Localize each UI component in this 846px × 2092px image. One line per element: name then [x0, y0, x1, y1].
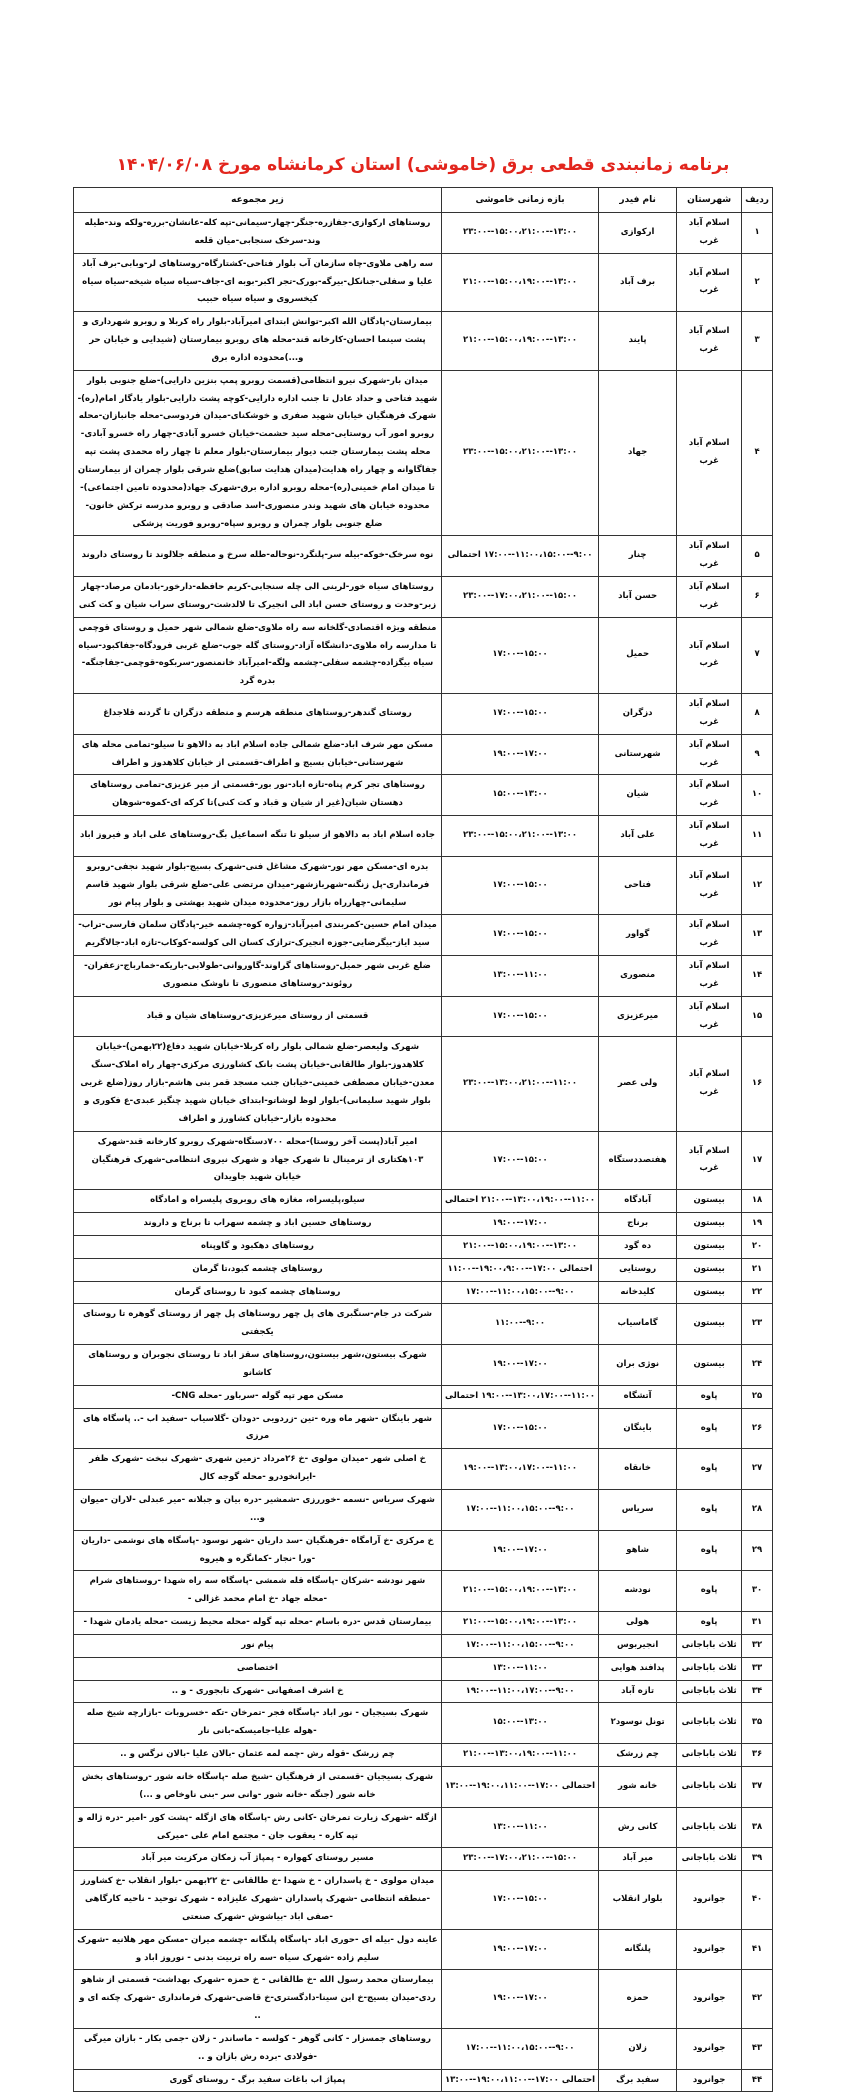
time-cell: ۱۷:۰۰--۱۹:۰۰ — [441, 1929, 598, 1970]
table-row — [74, 1929, 773, 1970]
feeder-cell: منصوری — [599, 956, 677, 997]
county-cell: ثلاث باباجانی — [677, 1744, 742, 1767]
feeder-cell: میر آباد — [599, 1848, 677, 1871]
areas-cell: خ مرکزی -خ آرامگاه -فرهنگیان -سد داریان -شهر نوسود -پاسگاه های نوشمی -داریان -ورا -نجار -کمانگره و هیروه — [74, 1530, 442, 1571]
areas-cell: سه راهی ملاوی-چاه سازمان آب بلوار فتاحی-کشتارگاه-روستاهای لر-وبابی-برف آباد علیا و سفلی-جنانکل-بیرگه-بورک-تجر اکبر-بوبه ای-جاف-سیاه سیاه شیخه-سیاه سیاه کیخسروی و سیاه سیاه حبیب — [74, 253, 442, 312]
feeder-cell: روستایی — [599, 1258, 677, 1281]
table-row — [74, 1634, 773, 1657]
feeder-cell: شاهو — [599, 1530, 677, 1571]
row-number-cell: ۴۲ — [742, 1970, 773, 2029]
county-cell: اسلام آباد غرب — [677, 536, 742, 577]
table-row — [74, 1612, 773, 1635]
table-row — [74, 996, 773, 1037]
row-number-cell: ۳۱ — [742, 1612, 773, 1635]
areas-cell: روستاهای چشمه کبود تا روستای گرمان — [74, 1281, 442, 1304]
county-cell: اسلام آباد غرب — [677, 213, 742, 254]
time-cell: ۱۱:۰۰--۱۳:۰۰،۱۷:۰۰--۱۹:۰۰ احتمالی — [441, 1385, 598, 1408]
header-row-number: ردیف — [742, 188, 773, 213]
row-number-cell: ۲۶ — [742, 1408, 773, 1449]
county-cell: جوانرود — [677, 2069, 742, 2092]
areas-cell: میدان امام حسین-کمربندی امیرآباد-زواره کوه-چشمه خیر-پادگان سلمان فارسی-تراب-سید ایاز-بیگرضایی-جوزه انجیرک-ترازک کسان الی کولسه-کوکاب-تازه اباد-جالاگریم — [74, 915, 442, 956]
county-cell: ثلاث باباجانی — [677, 1703, 742, 1744]
feeder-cell: باینگان — [599, 1408, 677, 1449]
table-row — [74, 1571, 773, 1612]
feeder-cell: گاماسیاب — [599, 1304, 677, 1345]
feeder-cell: کلیدخانه — [599, 1281, 677, 1304]
row-number-cell: ۱۱ — [742, 816, 773, 857]
county-cell: جوانرود — [677, 1929, 742, 1970]
feeder-cell: شهرستانی — [599, 734, 677, 775]
county-cell: اسلام آباد غرب — [677, 694, 742, 735]
time-cell: ۱۷:۰۰--۱۹:۰۰ — [441, 734, 598, 775]
time-cell: ۱۳:۰۰--۱۵:۰۰ — [441, 775, 598, 816]
time-cell: ۱۵:۰۰--۱۷:۰۰ — [441, 617, 598, 693]
table-row — [74, 775, 773, 816]
county-cell: اسلام آباد غرب — [677, 1131, 742, 1190]
areas-cell: مسیر روستای کهواره - پمپاژ آب زمکان مرکزیت میر آباد — [74, 1848, 442, 1871]
areas-cell: شهرک ولیعصر-ضلع شمالی بلوار راه کربلا-خیابان شهید دفاع(۲۲بهمن)-خیابان کلاهدوز-بلوار طالقانی-خیابان پشت بانک کشاورزی مرکزی-چهار راه املاک-سنگ معدن-خیابان مصطفی خمینی-خیابان جنب مسجد قمر بنی هاشم-بازار روز(ضلع غربی بلوار شهید سلیمانی)-بلوار لوظ لوشاتو-ابتدای خیابان شهید چنگیز عبدی-ع فکوری و محدوده بازار-خیابان کشاورز و اطراف — [74, 1037, 442, 1131]
table-row — [74, 2028, 773, 2069]
row-number-cell: ۲ — [742, 253, 773, 312]
areas-cell: پمپاژ اب باغات سفید برگ - روستای گوری — [74, 2069, 442, 2092]
table-row — [74, 370, 773, 536]
time-cell: ۱۵:۰۰--۱۷:۰۰،۲۱:۰۰--۲۳:۰۰ — [441, 577, 598, 618]
feeder-cell: هفتصددستگاه — [599, 1131, 677, 1190]
row-number-cell: ۴۱ — [742, 1929, 773, 1970]
table-row — [74, 1235, 773, 1258]
county-cell: اسلام آباد غرب — [677, 734, 742, 775]
table-row — [74, 856, 773, 915]
table-row — [74, 536, 773, 577]
table-row — [74, 1258, 773, 1281]
table-row — [74, 1408, 773, 1449]
county-cell: اسلام آباد غرب — [677, 775, 742, 816]
county-cell: ثلاث باباجانی — [677, 1657, 742, 1680]
areas-cell: سیلو،پلیسراه، مغازه های روبروی پلیسراه و امادگاه — [74, 1190, 442, 1213]
feeder-cell: جهاد — [599, 370, 677, 536]
table-row — [74, 1744, 773, 1767]
row-number-cell: ۳ — [742, 312, 773, 371]
row-number-cell: ۱۹ — [742, 1213, 773, 1236]
table-row — [74, 1807, 773, 1848]
table-row — [74, 1848, 773, 1871]
county-cell: اسلام آباد غرب — [677, 370, 742, 536]
county-cell: بیستون — [677, 1235, 742, 1258]
time-cell: ۱۵:۰۰--۱۷:۰۰ — [441, 915, 598, 956]
feeder-cell: نوژی بران — [599, 1345, 677, 1386]
areas-cell: روستاهای تجر کرم پناه-تازه اباد-نور بور-قسمتی از میر عزیزی-تمامی روستاهای دهستان شیان(غیر از شیان و قباد و کت کنی)تا کرکه ای-کموه-شوهان — [74, 775, 442, 816]
time-cell: ۱۳:۰۰--۱۵:۰۰،۱۹:۰۰--۲۱:۰۰ — [441, 1612, 598, 1635]
areas-cell: بدره ای-مسکن مهر نور-شهرک مشاغل فنی-شهرک بسیج-بلوار شهید نجفی-روبرو فرمانداری-پل زنگنه-شهربازشهر-میدان مرتضی علی-ضلع شرقی بلوار شهید قاسم سلیمانی-چهارراه بازار روز-محدوده میدان شهید بهشتی و بلوار پیام نور — [74, 856, 442, 915]
feeder-cell: ده گود — [599, 1235, 677, 1258]
county-cell: بیستون — [677, 1190, 742, 1213]
time-cell: ۱۵:۰۰--۱۷:۰۰ — [441, 996, 598, 1037]
row-number-cell: ۳۰ — [742, 1571, 773, 1612]
areas-cell: بیمارستان قدس -دره باسام -محله تپه گوله -محله محیط زیست -محله یادمان شهدا - — [74, 1612, 442, 1635]
row-number-cell: ۳۸ — [742, 1807, 773, 1848]
time-cell: ۱۵:۰۰--۱۷:۰۰ — [441, 1131, 598, 1190]
feeder-cell: ولی عصر — [599, 1037, 677, 1131]
time-cell: ۱۷:۰۰--۱۹:۰۰ — [441, 1530, 598, 1571]
table-row — [74, 1530, 773, 1571]
areas-cell: پیام نور — [74, 1634, 442, 1657]
time-cell: احتمالی ۱۷:۰۰--۱۹:۰۰،۹:۰۰--۱۱:۰۰ — [441, 1258, 598, 1281]
feeder-cell: خانقاه — [599, 1449, 677, 1490]
table-row — [74, 1345, 773, 1386]
county-cell: اسلام آباد غرب — [677, 617, 742, 693]
table-row — [74, 1680, 773, 1703]
feeder-cell: دزگران — [599, 694, 677, 735]
county-cell: اسلام آباد غرب — [677, 956, 742, 997]
table-row — [74, 694, 773, 735]
county-cell: ثلاث باباجانی — [677, 1680, 742, 1703]
areas-cell: روستاهای جمسزار - کانی گوهر - کولسه - ماساندر - زلان -جمی بکار - بازان میرگی -فولادی -برده رش بازان و .. — [74, 2028, 442, 2069]
row-number-cell: ۳۵ — [742, 1703, 773, 1744]
areas-cell: روستاهای حسین اباد و چشمه سهراب تا برناج و داروند — [74, 1213, 442, 1236]
time-cell: ۱۱:۰۰--۱۳:۰۰ — [441, 1657, 598, 1680]
areas-cell: منطقه ویژه اقتصادی-گلخانه سه راه ملاوی-ضلع شمالی شهر حمیل و روستای قوچمی تا مدارسه راه ملاوی-دانشگاه آزاد-روستای گله جوب-ضلع غربی فرودگاه-جفاکبود-سیاه سیاه بیگزاده-چشمه سفلی-چشمه ولگه-امیرآباد خانمنصور-سربکوه-قوچمی-جفاجنگه-بدره گرد — [74, 617, 442, 693]
county-cell: ثلاث باباجانی — [677, 1634, 742, 1657]
table-row — [74, 1213, 773, 1236]
county-cell: اسلام آباد غرب — [677, 253, 742, 312]
areas-cell: خ اشرف اصفهانی -شهرک تابجوری - و .. — [74, 1680, 442, 1703]
feeder-cell: سفید برگ — [599, 2069, 677, 2092]
row-number-cell: ۱۶ — [742, 1037, 773, 1131]
time-cell: ۱۱:۰۰--۱۳:۰۰،۲۱:۰۰--۲۳:۰۰ — [441, 1037, 598, 1131]
table-row — [74, 734, 773, 775]
row-number-cell: ۳۷ — [742, 1766, 773, 1807]
feeder-cell: فتاحی — [599, 856, 677, 915]
row-number-cell: ۲۹ — [742, 1530, 773, 1571]
areas-cell: ازگله -شهرک زیارت تمرخان -کانی رش -پاسگاه های ازگله -پشت کور -امیر -دره ژاله و تپه کاره - یعقوب جان - مجتمع امام علی -میرکی — [74, 1807, 442, 1848]
table-row — [74, 1385, 773, 1408]
time-cell: ۹:۰۰--۱۱:۰۰،۱۵:۰۰--۱۷:۰۰ — [441, 1490, 598, 1531]
header-areas: زیر مجموعه — [74, 188, 442, 213]
table-row — [74, 1766, 773, 1807]
feeder-cell: بلوار انقلاب — [599, 1871, 677, 1930]
row-number-cell: ۴۴ — [742, 2069, 773, 2092]
table-row — [74, 1970, 773, 2029]
feeder-cell: گواور — [599, 915, 677, 956]
table-row — [74, 617, 773, 693]
feeder-cell: سریاس — [599, 1490, 677, 1531]
time-cell: ۱۵:۰۰--۱۷:۰۰،۲۱:۰۰--۲۳:۰۰ — [441, 1848, 598, 1871]
areas-cell: شهرک بیستون،شهر بیستون،روستاهای سقز اباد تا روستای نجوبران و روستاهای کاشانو — [74, 1345, 442, 1386]
feeder-cell: تازه آباد — [599, 1680, 677, 1703]
table-row — [74, 253, 773, 312]
areas-cell: روستاهای دهکبود و گاوپناه — [74, 1235, 442, 1258]
page-title: برنامه زمانبندی قطعی برق (خاموشی) استان کرمانشاه مورخ ۱۴۰۴/۰۶/۰۸ — [116, 155, 730, 175]
areas-cell: روستاهای ارکوازی-جفازره-جنگر-چهار-سیمانی-تپه کله-عانشان-برره-ولکه وند-طیله وند-سرخک سنجابی-میان قلعه — [74, 213, 442, 254]
feeder-cell: پلنگانه — [599, 1929, 677, 1970]
header-feeder: نام فیدر — [599, 188, 677, 213]
feeder-cell: چنار — [599, 536, 677, 577]
time-cell: ۱۵:۰۰--۱۷:۰۰ — [441, 694, 598, 735]
row-number-cell: ۳۴ — [742, 1680, 773, 1703]
time-cell: ۱۷:۰۰--۱۹:۰۰ — [441, 1345, 598, 1386]
areas-cell: عاینه دول -بیله ای -حوری اباد -پاسگاه پلنگانه -چشمه میران -مسکن مهر هلانیه -شهرک سلیم زاده -شهرک سیاه -سه راه تربیت بدنی - نوروز اباد و — [74, 1929, 442, 1970]
time-cell: ۱۳:۰۰--۱۵:۰۰،۱۹:۰۰--۲۱:۰۰ — [441, 1571, 598, 1612]
feeder-cell: خانه شور — [599, 1766, 677, 1807]
feeder-cell: پایند — [599, 312, 677, 371]
table-row — [74, 1703, 773, 1744]
county-cell: اسلام آباد غرب — [677, 1037, 742, 1131]
time-cell: ۹:۰۰--۱۱:۰۰ — [441, 1304, 598, 1345]
areas-cell: شهر نودشه -شرکان -پاسگاه قله شمشی -پاسگاه سه راه شهدا -روستاهای شرام -محله جهاد -خ امام محمد غزالی - — [74, 1571, 442, 1612]
areas-cell: شرکت در جام-سنگبری های پل چهر روستاهای پل چهر از روستای گوهره تا روستای یکجفتی — [74, 1304, 442, 1345]
row-number-cell: ۴۳ — [742, 2028, 773, 2069]
county-cell: پاوه — [677, 1408, 742, 1449]
county-cell: بیستون — [677, 1345, 742, 1386]
time-cell: احتمالی ۱۷:۰۰--۱۹:۰۰،۱۱:۰۰--۱۳:۰۰ — [441, 2069, 598, 2092]
feeder-cell: میرعزیزی — [599, 996, 677, 1037]
row-number-cell: ۱۷ — [742, 1131, 773, 1190]
county-cell: اسلام آباد غرب — [677, 816, 742, 857]
areas-cell: میدان مولوی - خ پاسداران - خ شهدا -خ طالقانی -خ ۲۲بهمن -بلوار انقلاب -خ کشاورز -منطقه انتظامی -شهرک پاسداران -شهرک علیزاده - شهرک توحید - ناحیه کارگاهی -صفی اباد -بیاشوش -شهرک صنعتی — [74, 1871, 442, 1930]
time-cell: ۹:۰۰--۱۱:۰۰،۱۵:۰۰--۱۷:۰۰ — [441, 1281, 598, 1304]
time-cell: ۱۱:۰۰--۱۳:۰۰ — [441, 956, 598, 997]
areas-cell: قسمتی از روستای میرعزیزی-روستاهای شیان و قباد — [74, 996, 442, 1037]
row-number-cell: ۷ — [742, 617, 773, 693]
feeder-cell: حمیل — [599, 617, 677, 693]
county-cell: بیستون — [677, 1258, 742, 1281]
row-number-cell: ۲۷ — [742, 1449, 773, 1490]
row-number-cell: ۱ — [742, 213, 773, 254]
row-number-cell: ۱۸ — [742, 1190, 773, 1213]
county-cell: بیستون — [677, 1304, 742, 1345]
table-row — [74, 1490, 773, 1531]
row-number-cell: ۱۰ — [742, 775, 773, 816]
time-cell: ۱۳:۰۰--۱۵:۰۰ — [441, 1703, 598, 1744]
table-row — [74, 577, 773, 618]
county-cell: جوانرود — [677, 1871, 742, 1930]
county-cell: پاوه — [677, 1571, 742, 1612]
time-cell: ۱۷:۰۰--۱۹:۰۰ — [441, 1213, 598, 1236]
areas-cell: ضلع غربی شهر حمیل-روستاهای گراوند-گاوروانی-طولابی-باریکه-خمارباج-زعفران-روئوند-روستاهای منصوری تا ناوشک منصوری — [74, 956, 442, 997]
county-cell: جوانرود — [677, 2028, 742, 2069]
areas-cell: نوه سرخک-خوکه-بیله سر-پلنگرد-نوحاله-طله سرخ و منطقه جلالوند تا روستای داروند — [74, 536, 442, 577]
row-number-cell: ۲۲ — [742, 1281, 773, 1304]
row-number-cell: ۱۳ — [742, 915, 773, 956]
feeder-cell: هولی — [599, 1612, 677, 1635]
table-row — [74, 213, 773, 254]
areas-cell: بیمارستان-پادگان الله اکبر-توانش ابتدای امیرآباد-بلوار راه کربلا و روبرو شهرداری و پشت سینما احسان-کارخانه قند-محله های روبرو بیمارستان (شیدایی و خیابان حر و...)محدوده اداره برق — [74, 312, 442, 371]
table-row — [74, 1190, 773, 1213]
county-cell: اسلام آباد غرب — [677, 856, 742, 915]
time-cell: ۱۳:۰۰--۱۵:۰۰،۲۱:۰۰--۲۳:۰۰ — [441, 816, 598, 857]
county-cell: اسلام آباد غرب — [677, 996, 742, 1037]
time-cell: ۱۳:۰۰--۱۵:۰۰،۲۱:۰۰--۲۳:۰۰ — [441, 213, 598, 254]
table-row — [74, 816, 773, 857]
time-cell: ۱۱:۰۰--۱۳:۰۰،۱۹:۰۰--۲۱:۰۰ احتمالی — [441, 1190, 598, 1213]
table-row — [74, 2069, 773, 2092]
row-number-cell: ۲۸ — [742, 1490, 773, 1531]
county-cell: اسلام آباد غرب — [677, 915, 742, 956]
row-number-cell: ۸ — [742, 694, 773, 735]
row-number-cell: ۱۴ — [742, 956, 773, 997]
feeder-cell: برناج — [599, 1213, 677, 1236]
table-row — [74, 1131, 773, 1190]
time-cell: ۱۱:۰۰--۱۳:۰۰،۱۷:۰۰--۱۹:۰۰ — [441, 1449, 598, 1490]
county-cell: ثلاث باباجانی — [677, 1848, 742, 1871]
header-row — [74, 188, 773, 213]
feeder-cell: پدافند هوایی — [599, 1657, 677, 1680]
areas-cell: روستاهای چشمه کبود،تا گرمان — [74, 1258, 442, 1281]
time-cell: ۱۵:۰۰--۱۷:۰۰ — [441, 1871, 598, 1930]
feeder-cell: زلان — [599, 2028, 677, 2069]
outage-schedule-table — [73, 187, 773, 2092]
table-body — [74, 213, 773, 2092]
feeder-cell: شیان — [599, 775, 677, 816]
feeder-cell: آتشگاه — [599, 1385, 677, 1408]
time-cell: ۱۳:۰۰--۱۵:۰۰،۲۱:۰۰--۲۳:۰۰ — [441, 370, 598, 536]
county-cell: ثلاث باباجانی — [677, 1766, 742, 1807]
row-number-cell: ۳۳ — [742, 1657, 773, 1680]
table-header — [74, 188, 773, 213]
areas-cell: شهر باینگان -شهر ماه وره -تین -زردویی -دودان -گلاسیاب -سفید اب -.. پاسگاه های مرزی — [74, 1408, 442, 1449]
time-cell: ۱۳:۰۰--۱۵:۰۰،۱۹:۰۰--۲۱:۰۰ — [441, 1235, 598, 1258]
row-number-cell: ۲۳ — [742, 1304, 773, 1345]
areas-cell: شهرک بسیجیان - نور اباد -پاسگاه فجر -تمرخان -تکه -خسروبات -بازارچه شیخ صله -هوله علیا-جامیسکه-بانی نار — [74, 1703, 442, 1744]
feeder-cell: چم زرشک — [599, 1744, 677, 1767]
time-cell: ۱۳:۰۰--۱۵:۰۰،۱۹:۰۰--۲۱:۰۰ — [441, 312, 598, 371]
row-number-cell: ۱۲ — [742, 856, 773, 915]
county-cell: پاوه — [677, 1530, 742, 1571]
feeder-cell: نودشه — [599, 1571, 677, 1612]
feeder-cell: ارکوازی — [599, 213, 677, 254]
feeder-cell: آبادگاه — [599, 1190, 677, 1213]
time-cell: ۹:۰۰--۱۱:۰۰،۱۵:۰۰--۱۷:۰۰ — [441, 1634, 598, 1657]
row-number-cell: ۲۰ — [742, 1235, 773, 1258]
areas-cell: شهرک سریاس -نسمه -خوررزی -شمشیر -دره بیان و جبلانه -میر عبدلی -لاران -میوان و... — [74, 1490, 442, 1531]
table-row — [74, 1304, 773, 1345]
table-row — [74, 1657, 773, 1680]
feeder-cell: حمزه — [599, 1970, 677, 2029]
areas-cell: مسکن مهر شرف اباد-ضلع شمالی جاده اسلام اباد به دالاهو تا سیلو-تمامی محله های شهرستانی-خیابان بسیج و اطراف-قسمتی از خیابان کلاهدوز و اطراف — [74, 734, 442, 775]
feeder-cell: کانی رش — [599, 1807, 677, 1848]
time-cell: ۱۵:۰۰--۱۷:۰۰ — [441, 1408, 598, 1449]
time-cell: ۹:۰۰--۱۱:۰۰،۱۷:۰۰--۱۹:۰۰ — [441, 1680, 598, 1703]
areas-cell: بیمارستان محمد رسول الله -خ طالقانی - خ حمزه -شهرک بهداشت- قسمتی از شاهو ردی-میدان بسیج-خ ابن سینا-دادگستری-خ قاضی-شهرک فرمانداری -شهرک چکنه ای و .. — [74, 1970, 442, 2029]
row-number-cell: ۹ — [742, 734, 773, 775]
time-cell: ۱۳:۰۰--۱۵:۰۰،۱۹:۰۰--۲۱:۰۰ — [441, 253, 598, 312]
row-number-cell: ۲۵ — [742, 1385, 773, 1408]
areas-cell: میدان بار-شهرک نیرو انتظامی(قسمت روبرو پمپ بنزین دارایی)-ضلع جنوبی بلوار شهید فتاحی و حداد عادل تا جنب اداره دارایی-کوچه پشت دارایی-بلوار یادگار امام(ره)-شهرک فرهنگیان خیابان شهید صفری و خوشکنای-میدان فردوسی-محله جانبازان-محله روبرو امور آب روستایی-محله سید حشمت-خیابان خسرو آبادی-چهار راه خسرو آبادی-محله پشت بیمارستان جنب دیوار بیمارستان-بلوار معلم تا چهار راه محمدی پشت تپه جفاگاوانه و چهار راه هدایت(میدان هدایت سابق)ضلع شرقی بلوار چمران از بیمارستان تا میدان امام خمینی(ره)-محله روبرو اداره برق-شهرک جهاد(محدوده تامین اجتماعی)-محدوده خیابان های شهید وندر منصوری-اسد صادقی و روبرو مدرسه ترکش خانون-ضلع جنوبی بلوار چمران و روبرو سپاه-روبرو فوریت پزشکی — [74, 370, 442, 536]
feeder-cell: تونل نوسود۲ — [599, 1703, 677, 1744]
areas-cell: چم زرشک -قوله رش -چمه لمه عثمان -بالان علیا -بالان نرگس و .. — [74, 1744, 442, 1767]
county-cell: پاوه — [677, 1490, 742, 1531]
header-county: شهرستان — [677, 188, 742, 213]
feeder-cell: برف آباد — [599, 253, 677, 312]
table-row — [74, 915, 773, 956]
table-row — [74, 1449, 773, 1490]
time-cell: ۹:۰۰--۱۱:۰۰،۱۵:۰۰--۱۷:۰۰ — [441, 2028, 598, 2069]
row-number-cell: ۴۰ — [742, 1871, 773, 1930]
table-row — [74, 956, 773, 997]
table-row — [74, 1037, 773, 1131]
time-cell: ۱۱:۰۰--۱۳:۰۰ — [441, 1807, 598, 1848]
row-number-cell: ۴ — [742, 370, 773, 536]
row-number-cell: ۱۵ — [742, 996, 773, 1037]
areas-cell: خ اصلی شهر -میدان مولوی -خ ۲۶مرداد -زمین شهری -شهرک نبخت -شهرک ظفر -ایرانخودرو -محله گوجه کال — [74, 1449, 442, 1490]
areas-cell: شهرک بسیجیان -قسمتی از فرهنگیان -شیخ صله -پاسگاه خانه شور -روستاهای بخش خانه شور (جنگه -خانه شور -وانی سر -بنی ناوخاص و ...) — [74, 1766, 442, 1807]
county-cell: پاوه — [677, 1449, 742, 1490]
county-cell: ثلاث باباجانی — [677, 1807, 742, 1848]
row-number-cell: ۳۶ — [742, 1744, 773, 1767]
county-cell: پاوه — [677, 1612, 742, 1635]
row-number-cell: ۵ — [742, 536, 773, 577]
areas-cell: مسکن مهر تپه گوله -سرباور -محله CNG- — [74, 1385, 442, 1408]
row-number-cell: ۳۹ — [742, 1848, 773, 1871]
time-cell: ۹:۰۰--۱۱:۰۰،۱۵:۰۰--۱۷:۰۰ احتمالی — [441, 536, 598, 577]
time-cell: احتمالی ۱۷:۰۰--۱۹:۰۰،۱۱:۰۰--۱۳:۰۰ — [441, 1766, 598, 1807]
county-cell: بیستون — [677, 1281, 742, 1304]
row-number-cell: ۲۱ — [742, 1258, 773, 1281]
areas-cell: جاده اسلام اباد به دالاهو از سیلو تا تنگه اسماعیل بگ-روستاهای علی اباد و فیروز اباد — [74, 816, 442, 857]
row-number-cell: ۶ — [742, 577, 773, 618]
feeder-cell: انجیربوس — [599, 1634, 677, 1657]
county-cell: جوانرود — [677, 1970, 742, 2029]
time-cell: ۱۱:۰۰--۱۳:۰۰،۱۹:۰۰--۲۱:۰۰ — [441, 1744, 598, 1767]
county-cell: اسلام آباد غرب — [677, 577, 742, 618]
county-cell: اسلام آباد غرب — [677, 312, 742, 371]
feeder-cell: حسن آباد — [599, 577, 677, 618]
areas-cell: اختصاصی — [74, 1657, 442, 1680]
county-cell: پاوه — [677, 1385, 742, 1408]
county-cell: بیستون — [677, 1213, 742, 1236]
areas-cell: روستاهای سیاه خور-لرینی الی چله سنجابی-کریم حافظه-دارخور-بادمان مرصاد-چهار زبر-وحدت و روستای حسن اباد الی انجیرک تا لالدشت-روستای سراب شیان و کت کنی — [74, 577, 442, 618]
areas-cell: روستای گندهر-روستاهای منطقه هرسم و منطقه دزگران تا گردنه قلاجداغ — [74, 694, 442, 735]
row-number-cell: ۳۲ — [742, 1634, 773, 1657]
feeder-cell: علی آباد — [599, 816, 677, 857]
header-time-range: بازه زمانی خاموشی — [441, 188, 598, 213]
table-row — [74, 1871, 773, 1930]
table-row — [74, 1281, 773, 1304]
areas-cell: امیر آباد(پست آخر روستا)-محله ۷۰۰دستگاه-شهرک روبرو کارخانه قند-شهرک ۱۰۳هکتاری از ترمینال تا شهرک جهاد و شهرک نیروی انتظامی-شهرک فرهنگیان خیابان شهید جاویدان — [74, 1131, 442, 1190]
time-cell: ۱۵:۰۰--۱۷:۰۰ — [441, 856, 598, 915]
time-cell: ۱۷:۰۰--۱۹:۰۰ — [441, 1970, 598, 2029]
row-number-cell: ۲۴ — [742, 1345, 773, 1386]
table-row — [74, 312, 773, 371]
